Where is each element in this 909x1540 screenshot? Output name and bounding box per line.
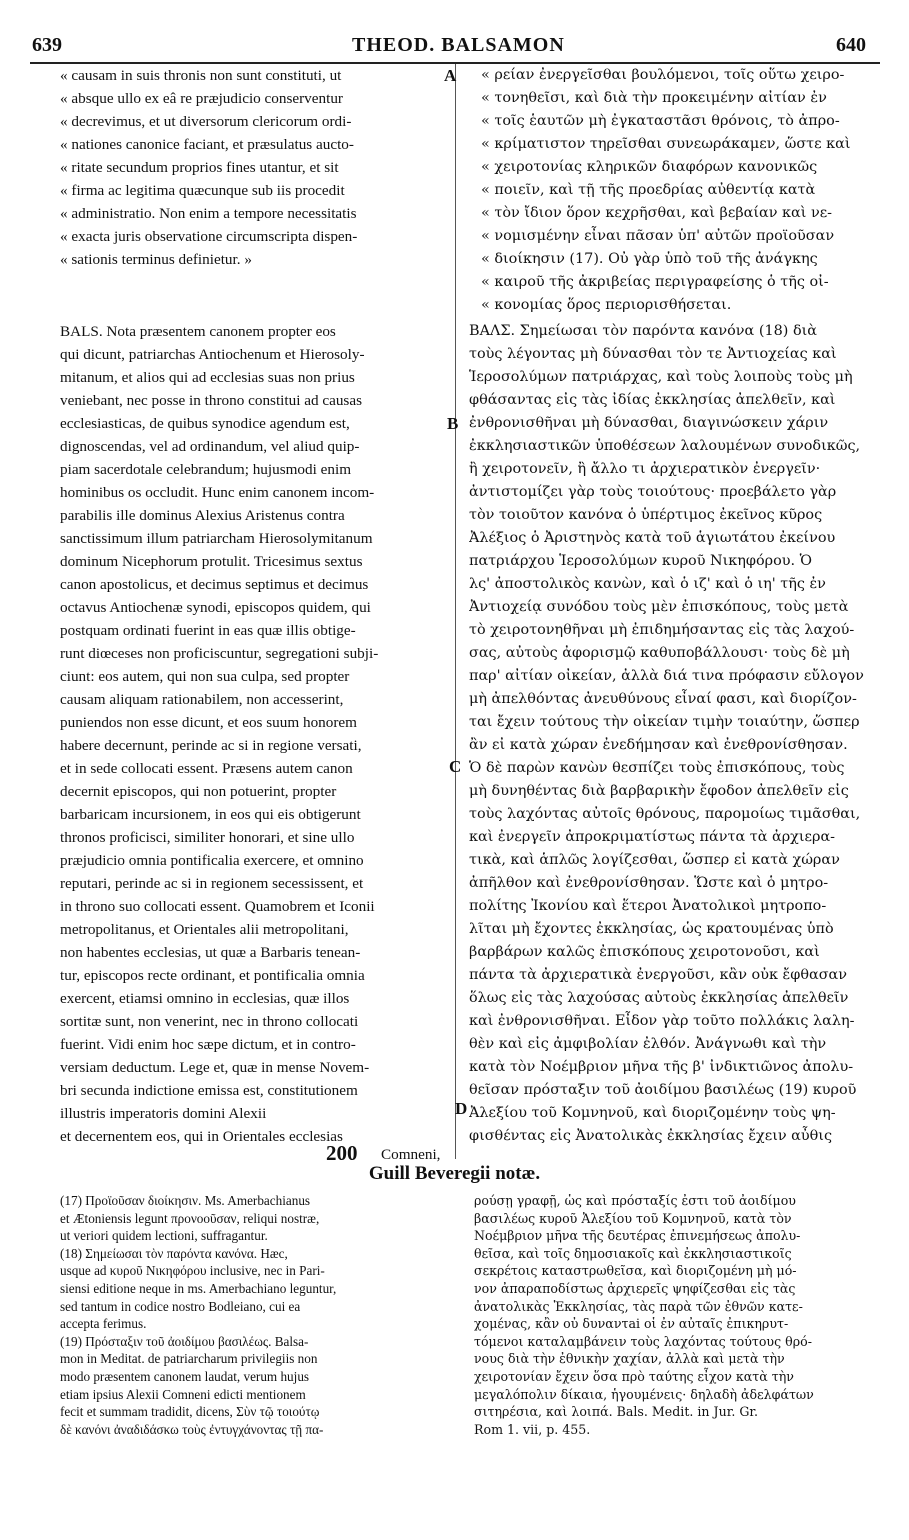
text-line: BALS. Nota præsentem canonem propter eos [60,323,336,340]
note-line: ut veriori quidem lectioni, suffragantur. [60,1228,268,1244]
latin-commentary-tail: Comneni, [381,1146,441,1163]
greek-canon [481,64,881,317]
margin-letter-d: D [455,1099,468,1118]
note-line: θεῖσα, καὶ τοῖς δημοσιακοῖς καὶ ἐκκλησιαστικοῖς [474,1245,792,1261]
text-line: « nationes canonice faciant, et præsulatus aucto- [60,136,354,153]
text-line: ἀντιστομίζει γὰρ τοὺς τοιούτους· προεβάλετο γὰρ [469,484,837,500]
text-line: Ἀντιοχείᾳ συνόδου τοὺς μὲν ἐπισκόπους, τοὺς μετὰ [469,599,849,615]
text-line: φθάσαντας εἰς τὰς ἰδίας ἐκκλησίας ἀπελθεῖν, καὶ [469,392,836,408]
note-line: sed tantum in codice nostro Bodleiano, cui ea [60,1298,301,1314]
text-line: octavus Antiochenæ synodi, episcopos quidem, qui [60,599,371,616]
text-line: « decrevimus, et ut diversorum clericorum ordi- [60,113,352,130]
note-line: fecit et summam tradidit, dicens, Σὺν τῷ τοιούτῳ [60,1404,320,1420]
text-line: habere decernunt, perinde ac si in regione versati, [60,737,362,754]
note-line: (18) Σημείωσαι τὸν παρόντα κανόνα. Hæc, [60,1245,288,1261]
text-line: ciunt: eos autem, qui non sua culpa, sed propter [60,668,350,685]
text-line: τὸν τοιοῦτον κανόνα ὁ ὑπέρτιμος ἐκεῖνος κῦρος [469,507,823,523]
note-line: Rom 1. vii, p. 455. [474,1421,591,1437]
page-number-left: 639 [32,34,62,56]
text-line: veniebant, nec posse in throno constitui ad causas [60,392,362,409]
page-number-right: 640 [836,34,866,56]
text-line: bri secunda indictione emissa est, constitutionem [60,1082,358,1099]
note-line: mon in Meditat. de patriarcharum privilegiis non [60,1351,318,1367]
text-line: κατὰ τὸν Νοέμβριον μῆνα τῆς β' ἰνδικτιῶνος ἀπολυ- [469,1059,854,1075]
text-line: illustris imperatoris domini Alexii [60,1105,267,1122]
text-line: « τὸν ἴδιον ὅρον κεχρῆσθαι, καὶ βεβαίαν καὶ νε- [481,205,833,221]
text-line: et decernentem eos, qui in Orientales ecclesias [60,1128,343,1145]
note-line: τόμενοι καταλαμβάνειν τοὺς λαχόντας τούτους θρό- [474,1333,812,1349]
note-line: βασιλέως κυροῦ Ἀλεξίου τοῦ Κομνηνοῦ, κατὰ τὸν [474,1210,792,1226]
text-line: « ρείαν ἐνεργεῖσθαι βουλόμενοι, τοῖς οὕτω χειρο- [481,67,845,83]
text-line: καὶ ἐνεργεῖν ἀπροκριματίστως πάντα τὰ ἀρχιερα- [469,829,836,845]
margin-letter-a: A [444,66,457,85]
text-line: Ὁ δὲ παρὼν κανὼν θεσπίζει τοὺς ἐπισκόπους, τοὺς [469,760,845,776]
text-line: τὸ χειροτονηθῆναι μὴ ἐπιδημήσαντας εἰς τὰς λαχού- [469,622,855,638]
text-line: ἀπῆλθον καὶ ἐνεθρονίσθησαν. Ὥστε καὶ ὁ μητρο- [469,875,829,891]
note-line: siensi editione neque in ms. Amerbachiano leguntur, [60,1280,337,1296]
text-line: tur, episcopos recte ordinant, et pontificalia omnia [60,967,365,984]
text-line: ται ἔχειν τούτους τὴν οἰκείαν τιμὴν τοιαύτην, ὥσπερ [469,714,860,730]
note-line: usque ad κυροῦ Νικηφόρου inclusive, nec in Pari- [60,1263,325,1279]
text-line: canon apostolicus, et decimus septimus et decimus [60,576,369,593]
text-line: fuerint. Vidi enim hoc sæpe dictum, et in contro- [60,1036,356,1053]
text-line: λῖται μὴ ἔχοντες ἐκκλησίας, ὡς κρατουμένας ὑπὸ [469,921,834,937]
text-line: « administratio. Non enim a tempore necessitatis [60,205,357,222]
text-line: ecclesiasticas, de quibus synodice agendum est, [60,415,350,432]
text-line: καὶ ἐνθρονισθῆναι. Εἶδον γὰρ τοῦτο πολλάκις λαλη- [469,1013,855,1029]
text-line: λς' ἀποστολικὸς κανὼν, καὶ ὁ ιζ' καὶ ὁ ιη' τῆς ἐν [469,576,826,592]
text-line: τοὺς λαχόντας αὐτοῖς θρόνους, παρομοίως τιμᾶσθαι, [469,806,861,822]
latin-commentary [60,320,450,1148]
text-line: barbaricam incursionem, in eos qui eis obtigerunt [60,806,361,823]
text-line: θεῖσαν πρόσταξιν τοῦ ἀοιδίμου βασιλέως (19) κυροῦ [469,1082,857,1098]
text-line: præjudicio omnia pontificalia exercere, et omnino [60,852,364,869]
text-line: decernit episcopos, qui non potuerint, propter [60,783,337,800]
note-line: etiam ipsius Alexii Comneni edicti mentionem [60,1386,306,1402]
text-line: « νομισμένην εἶναι πᾶσαν ὑπ' αὐτῶν προϊοῦσαν [481,228,835,244]
note-line: σεκρέτοις καταστρωθεῖσα, καὶ διοριζομένη μὴ μό- [474,1263,797,1279]
text-line: « causam in suis thronis non sunt constituti, ut [60,67,342,84]
text-line: « τοῖς ἑαυτῶν μὴ ἐγκαταστᾶσι θρόνοις, τὸ ἀπρο- [481,113,840,129]
text-line: ΒΑΛΣ. Σημείωσαι τὸν παρόντα κανόνα (18) διὰ [469,323,817,339]
text-line: thronos proficisci, similiter honorari, et sine ullo [60,829,355,846]
text-line: metropolitanus, et Orientales alii metropolitani, [60,921,349,938]
text-line: qui dicunt, patriarchas Antiochenum et Hierosoly- [60,346,365,363]
text-line: in throno suo collocati essent. Quamobrem et Iconii [60,898,375,915]
text-line: dignoscendas, vel ad ordinandum, vel aliud quip- [60,438,360,455]
text-line: versiam deductum. Lege et, quæ in mense Novem- [60,1059,370,1076]
text-line: reputari, perinde ac si in regionem secessissent, et [60,875,364,892]
text-line: φισθέντας εἰς Ἀνατολικὰς ἐκκλησίας ἔχειν αὖθις [469,1128,833,1144]
text-line: ἢ χειροτονεῖν, ἢ ἄλλο τι ἀρχιερατικὸν ἐνεργεῖν· [469,461,821,477]
text-line: exercent, etiamsi omnino in ecclesias, quæ illos [60,990,350,1007]
note-line: modo præsentem canonem laudat, verum hujus [60,1368,310,1384]
text-line: « τονηθεῖσι, καὶ διὰ τὴν προκειμένην αἰτίαν ἐν [481,90,827,106]
note-line: χομένας, κἂν οὐ δυναντai οἱ ἐν αὐταῖς ἐπικηρυτ- [474,1316,789,1332]
column-divider [455,64,456,1159]
margin-letter-b: B [447,414,459,433]
text-line: parabilis ille dominus Alexius Aristenus contra [60,507,345,524]
text-line: « absque ullo ex eâ re præjudicio conserventur [60,90,343,107]
text-line: ἐνθρονισθῆναι μὴ δύνασθαι, διαγινώσκειν χάριν [469,415,829,431]
note-line: ρούσῃ γραφῇ, ὡς καὶ πρόσταξίς ἐστι τοῦ ἀοιδίμου [474,1193,796,1208]
text-line: παρ' αἰτίαν οἰκείαν, ἀλλὰ διά τινα πρόφασιν εὔλογον [469,668,864,684]
notes-title: Guill Beveregii notæ. [368,1163,541,1184]
text-line: ὅλως εἰς τὰς λαχούσας αὐτοὺς ἐκκλησίας ἀπελθεῖν [469,990,849,1006]
note-line: σιτηρέσια, καὶ λοιπά. Bals. Medit. in Jur. Gr. [474,1404,759,1420]
text-line: hominibus os occludit. Hunc enim canonem incom- [60,484,375,501]
text-line: Ἱεροσολύμων πατριάρχας, καὶ τοὺς λοιποὺς τοὺς μὴ [469,369,853,385]
text-line: « κονομίας ὅρος περιορισθήσεται. [481,297,732,313]
text-line: βαρβάρων καλῶς ἐπισκόπους χειροτονοῦσι, καὶ [469,944,820,960]
text-line: sortitæ sunt, non venerint, nec in throno collocati [60,1013,359,1030]
note-line: ἀνατολικὰς Ἐκκλησίας, τὰς παρὰ τῶν ἐθνῶν κατε- [474,1298,803,1314]
text-line: Ἀλεξίου τοῦ Κομνηνοῦ, καὶ διοριζομένην τοὺς ψη- [469,1105,836,1121]
text-line: sanctissimum illum patriarcham Hierosolymitanum [60,530,373,547]
text-line: τοὺς λέγοντας μὴ δύνασθαι τὸν τε Ἀντιοχείας καὶ [469,346,837,362]
running-title: THEOD. BALSAMON [352,34,565,56]
latin-canon [60,64,444,271]
text-line: θὲν καὶ εἰς ἀμφιβολίαν ἐλθόν. Ἀνάγνωθι καὶ τὴν [469,1036,827,1052]
text-line: ἐκκλησιαστικῶν ὑποθέσεων λαλουμένων συνοδικῶς, [469,438,861,454]
note-line: χειροτονίαν ἔχειν ὅσα πρὸ ταύτης εἶχον κατὰ τὴν [474,1368,794,1384]
text-line: σας, αὐτοὺς ἀφορισμῷ καθυποβάλλουσι· τοὺς δὲ μὴ [469,645,850,661]
text-line: πολίτης Ἰκονίου καὶ ἕτεροι Ἀνατολικοὶ μητροπο- [469,898,827,914]
text-line: non habentes ecclesias, ut quæ a Barbaris tenean- [60,944,361,961]
text-line: « διοίκησιν (17). Οὐ γὰρ ὑπὸ τοῦ τῆς ἀνάγκης [481,251,818,267]
margin-letter-c: C [449,757,462,776]
text-line: postquam ordinati fuerint in eas quæ illis obtige- [60,622,356,639]
note-line: et Ætoniensis legunt προνοοῦσαν, reliqui nostræ, [60,1210,320,1226]
text-line: « κρίματιστον τηρεῖσθαι συνεωράκαμεν, ὥστε καὶ [481,136,851,152]
note-line: accepta ferimus. [60,1316,147,1332]
note-line: (17) Προϊοῦσαν διοίκησιν. Ms. Amerbachianus [60,1193,311,1208]
note-line: νους διὰ τὴν ἐθνικὴν χαχίαν, ἀλλὰ καὶ μετὰ τὴν [474,1351,785,1367]
text-line: μὴ δυνηθέντας διὰ βαρβαρικὴν ἔφοδον ἀπελθεῖν εἰς [469,783,849,799]
text-line: « sationis terminus definietur. » [60,251,252,268]
text-line: Ἀλέξιος ὁ Ἀριστηνὸς κατὰ τοῦ ἁγιωτάτου ἐκείνου [469,530,836,546]
text-line: « ποιεῖν, καὶ τῇ τῆς προεδρίας αὐθεντίᾳ κατὰ [481,182,816,198]
text-line: « exacta juris observatione circumscripta dispen- [60,228,358,245]
note-line: δὲ κανόνι ἀναδιδάσκω τοὺς ἐντυγχάνοντας τῇ πα- [60,1421,324,1437]
text-line: πάντα τὰ ἀρχιερατικὰ ἐνεργοῦσι, κἂν οὐκ ἔφθασαν [469,967,847,983]
note-line: Νοέμβριον μῆνα τῆς δευτέρας ἐπινεμήσεως ἀπολυ- [474,1228,801,1244]
text-line: πατριάρχου Ἱεροσολύμων κυροῦ Νικηφόρου. Ὁ [469,553,813,569]
text-line: « χειροτονίας κληρικῶν διαφόρων κανονικῶς [481,159,818,175]
text-line: runt diœceses non proficiscuntur, segregationi subji- [60,645,379,662]
text-line: mitanum, et alios qui ad ecclesias suas non prius [60,369,355,386]
text-line: τικὰ, καὶ ἁπλῶς λογίζεσθαι, ὥσπερ εἰ κατὰ χώραν [469,852,840,868]
text-line: μὴ ἀπελθόντας ἀνευθύνους εἶναί φασι, καὶ διορίζον- [469,691,857,707]
text-line: causam aliquam rationabilem, non accesserint, [60,691,344,708]
greek-commentary [469,320,883,1148]
text-line: piam sacerdotale celebrandum; hujusmodi enim [60,461,352,478]
text-line: ἂν εἰ κατὰ χώραν ἐνεδήμησαν καὶ ἐνεθρονίσθησαν. [469,737,848,753]
note-line: μεγαλόπολιν δίκαια, ἡγουμένεις· δηλαδὴ ἀδελφάτων [474,1386,814,1402]
text-line: « ritate secundum proprios fines utantur, et sit [60,159,339,176]
text-line: « καιροῦ τῆς ἀκριβείας περιγραφείσης ὁ τῆς οἰ- [481,274,829,290]
notes-right-column [474,1192,884,1438]
note-line: (19) Πρόσταξιν τοῦ ἀοιδίμου βασιλέως. Balsa- [60,1333,309,1349]
text-line: dominum Nicephorum protulit. Tricesimus sextus [60,553,363,570]
text-line: puniendos non esse dicunt, et eos suum honorem [60,714,357,731]
footer-number-200: 200 [326,1141,358,1165]
text-line: « firma ac legitima quæcunque sub iis procedit [60,182,345,199]
text-line: et in sede collocati essent. Præsens autem canon [60,760,353,777]
note-line: νον ἀπαραποδίστως ἀρχιερεῖς ψηφίζεσθαι εἰς τὰς [474,1280,796,1296]
notes-left-column [60,1192,456,1438]
